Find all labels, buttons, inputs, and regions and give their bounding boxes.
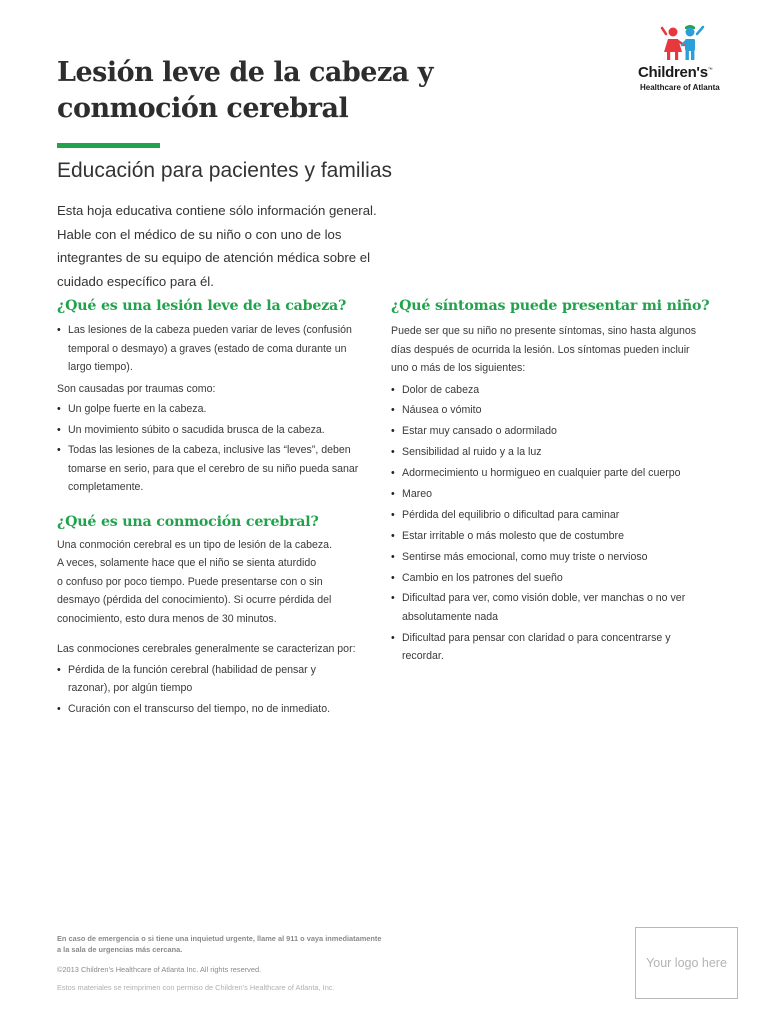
list-item: • Pérdida de la función cerebral (habilidad de pensar y razonar), por algún tiempo (57, 661, 377, 698)
heading-symptoms: ¿Qué síntomas puede presentar mi niño? (391, 298, 710, 314)
logo-wordmark: Children's™ (638, 64, 713, 81)
list-item: • Dificultad para pensar con claridad o para concentrarse y recordar. (391, 629, 721, 666)
list-item: • Un golpe fuerte en la cabeza. (57, 400, 377, 419)
characteristics-lead: Las conmociones cerebrales generalmente se caracterizan por: (57, 643, 356, 655)
childrens-healthcare-logo (632, 24, 742, 96)
children-holding-hands-icon (658, 24, 708, 62)
logo-placeholder-box: Your logo here (635, 927, 738, 999)
list-item: • Estar muy cansado o adormilado (391, 422, 721, 441)
page-title (57, 55, 477, 127)
logo-trademark: ™ (707, 67, 713, 73)
list-item: • Dolor de cabeza (391, 381, 721, 400)
list-item: • Mareo (391, 485, 721, 504)
symptoms-paragraph: Puede ser que su niño no presente síntomas, sino hasta algunos días después de ocurrida la lesión. Los síntomas pueden incluir uno o más de los siguientes: (391, 325, 697, 374)
list-item: • Todas las lesiones de la cabeza, inclusive las “leves”, deben tomarse en serio, para que el cerebro de su niño pueda sanar completamente. (57, 441, 377, 497)
emergency-notice: En caso de emergencia o si tiene una inquietud urgente, llame al 911 o vaya inmediatamente a la sala de urgencias más cercana. (57, 934, 382, 954)
page-title-line-1: Lesión leve de la cabeza y (57, 57, 433, 88)
page-title-line-2: conmoción cerebral (57, 93, 349, 124)
reprint-notice: Estos materiales se reimprimen con permiso de Children’s Healthcare of Atlanta, Inc. (57, 983, 335, 992)
intro-paragraph: Esta hoja educativa contiene sólo información general. Hable con el médico de su niño o con uno de los integrantes de su equipo de atención médica sobre el cuidado específico para él. (57, 203, 377, 289)
list-item: • Estar irritable o más molesto que de costumbre (391, 527, 721, 546)
copyright-notice: ©2013 Children’s Healthcare of Atlanta Inc. All rights reserved. (57, 965, 262, 974)
causes-lead: Son causadas por traumas como: (57, 382, 216, 395)
logo-tagline: Healthcare of Atlanta (640, 83, 720, 92)
list-item: • Curación con el transcurso del tiempo, no de inmediato. (57, 700, 377, 719)
heading-what-is-concussion: ¿Qué es una conmoción cerebral? (57, 513, 319, 530)
list-item: • Dificultad para ver, como visión doble, ver manchas o no ver absolutamente nada (391, 589, 721, 626)
list-item: • Cambio en los patrones del sueño (391, 569, 721, 588)
list-item: • Náusea o vómito (391, 401, 721, 420)
title-divider (57, 143, 160, 148)
heading-what-is-head-injury: ¿Qué es una lesión leve de la cabeza? (57, 298, 347, 314)
list-item: • Pérdida del equilibrio o dificultad para caminar (391, 506, 721, 525)
page-subtitle: Educación para pacientes y familias (57, 159, 393, 182)
concussion-paragraph: Una conmoción cerebral es un tipo de lesión de la cabeza. A veces, solamente hace que el niño se sienta aturdido o confuso por poco tiempo. Puede presentarse con o sin desmayo (pérdida del conocimiento). Si ocurre pérdida del conocimiento, esto dura menos de 30 minutos. (57, 538, 333, 625)
right-column (391, 296, 721, 666)
list-item: • Sentirse más emocional, como muy triste o nervioso (391, 548, 721, 567)
list-item: • Un movimiento súbito o sacudida brusca de la cabeza. (57, 421, 377, 440)
list-item: • Sensibilidad al ruido y a la luz (391, 443, 721, 462)
list-item: • Las lesiones de la cabeza pueden variar de leves (confusión temporal o desmayo) a graves (estado de coma durante un largo tiempo). (57, 321, 377, 377)
left-column (57, 296, 377, 718)
list-item: • Adormecimiento u hormigueo en cualquier parte del cuerpo (391, 464, 721, 483)
footer (57, 934, 397, 993)
